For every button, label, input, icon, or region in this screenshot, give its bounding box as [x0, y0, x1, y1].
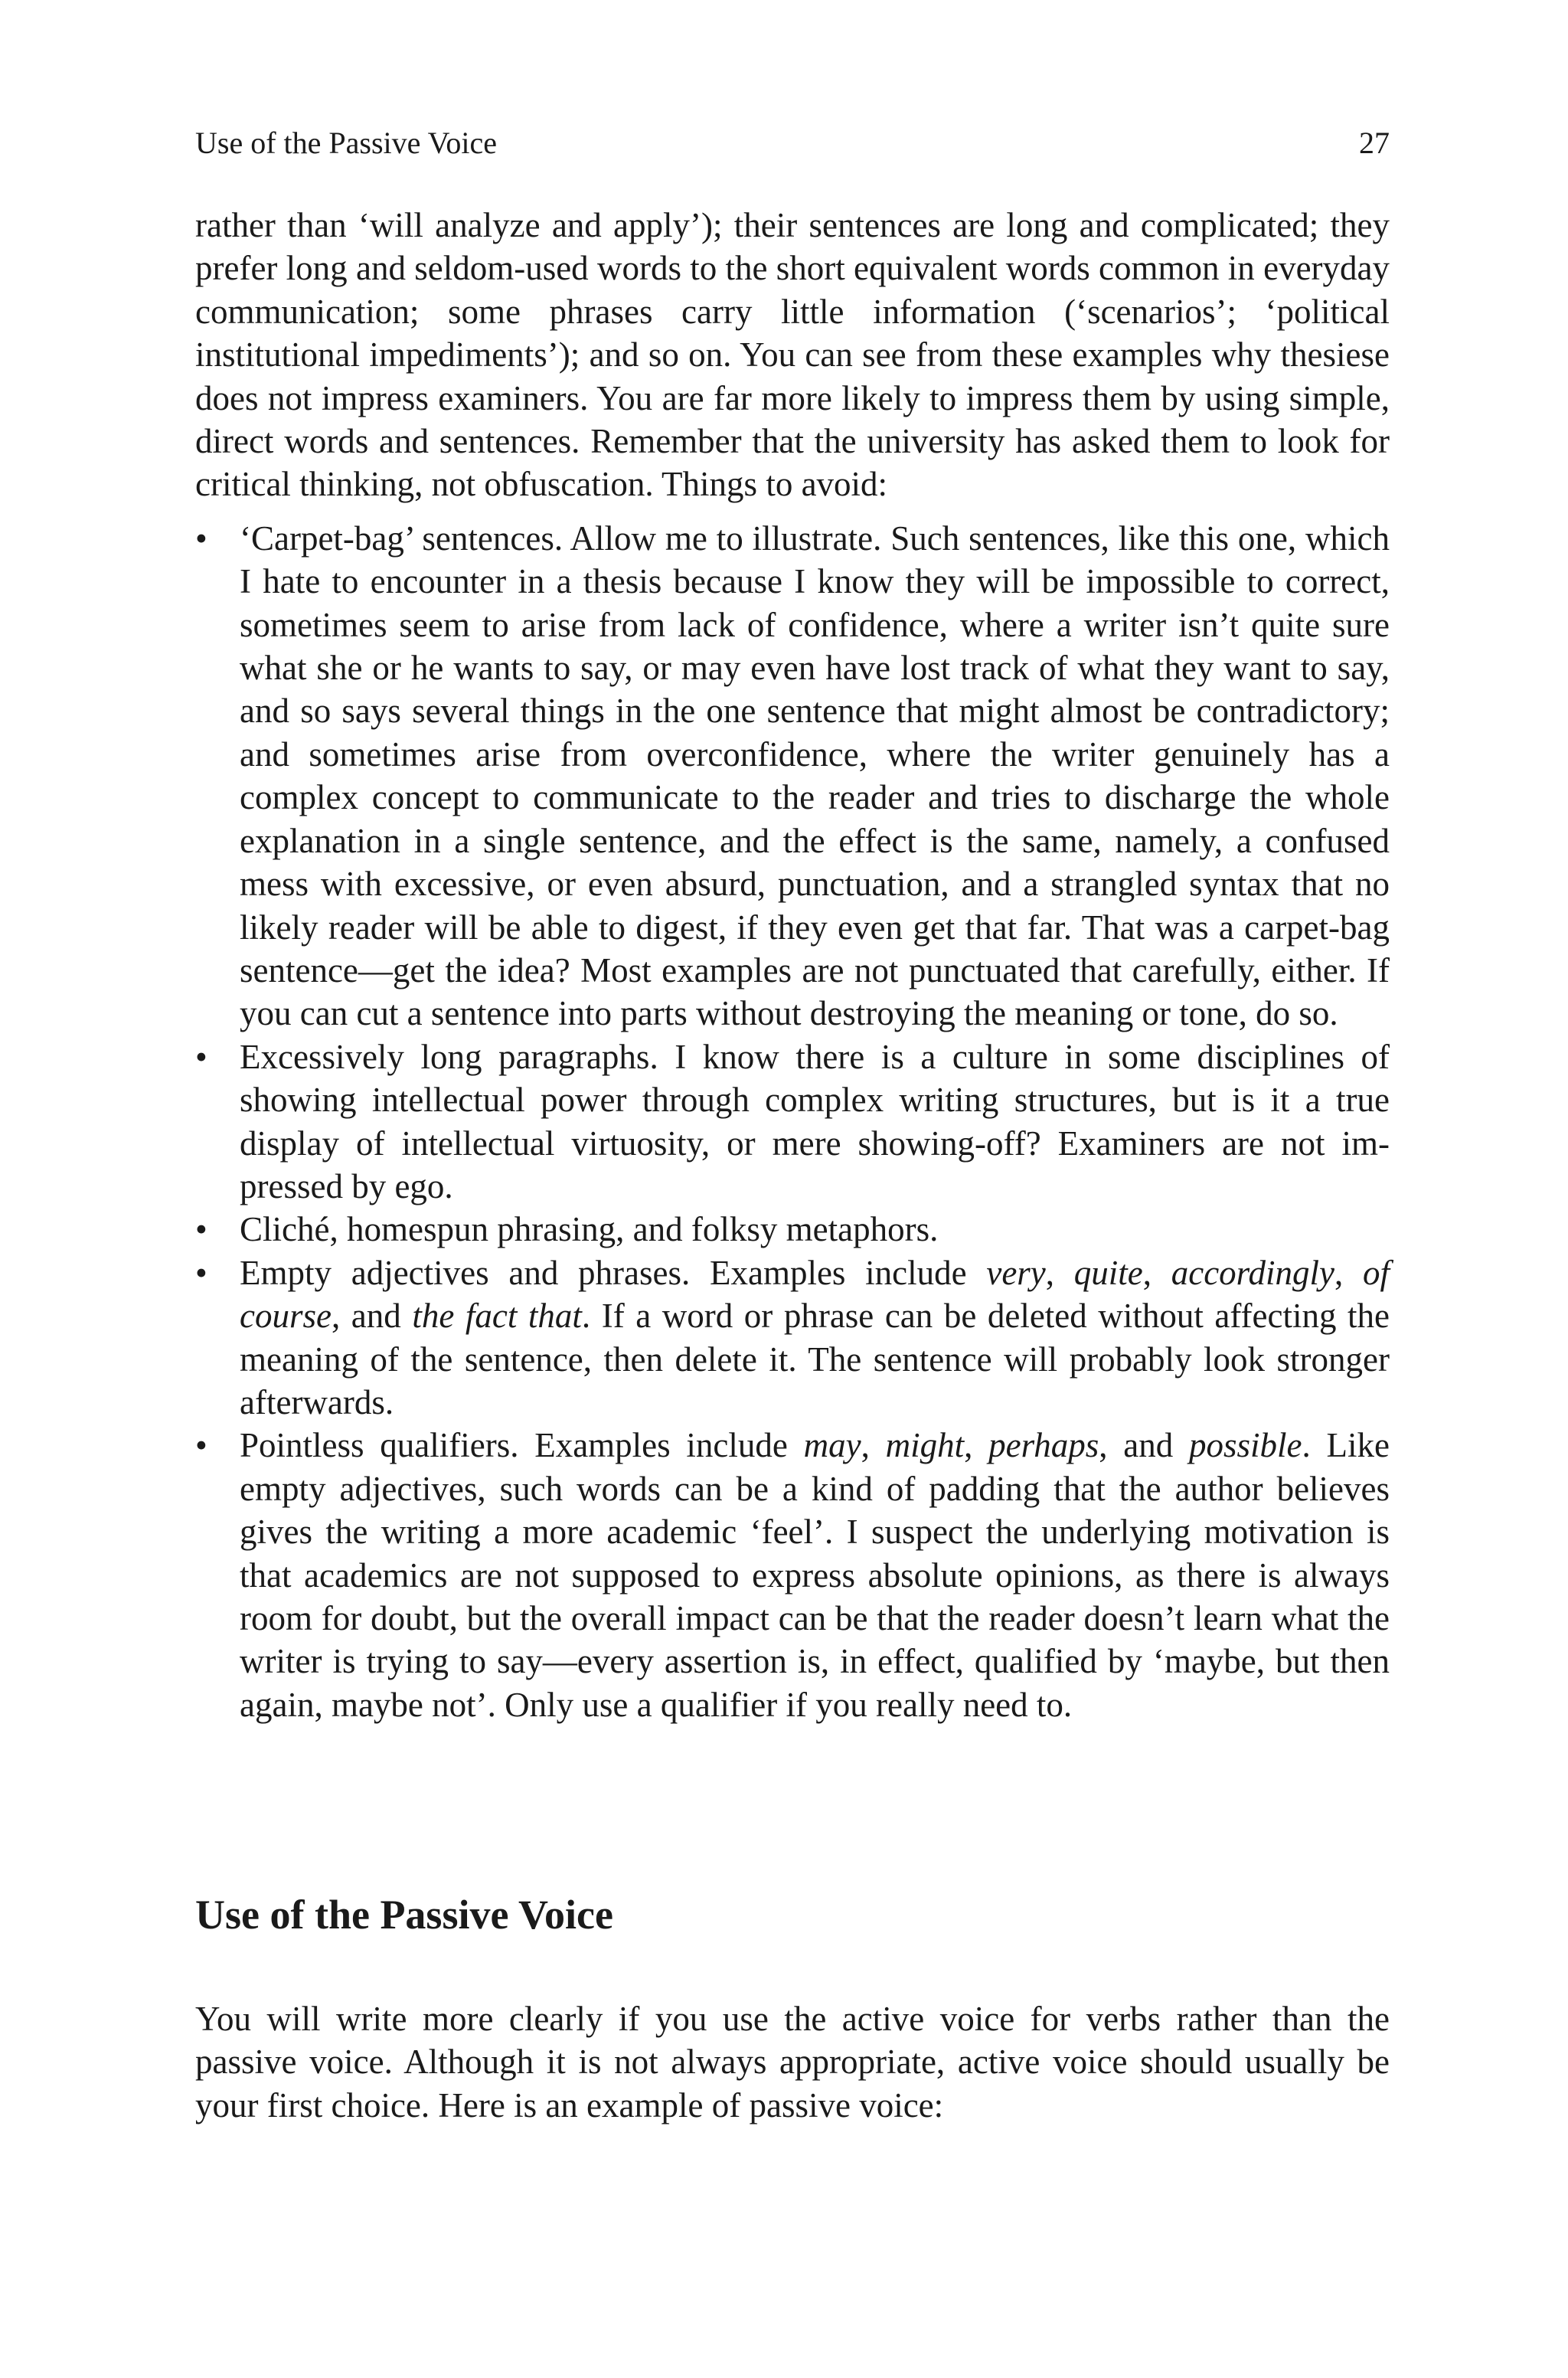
section-paragraph: You will write more clearly if you use the active voice for verbs rather than the passive voice. Although it is not always appropriate, active voice should usually be your first choice. Here is an example of passive voice:	[195, 2000, 1390, 2124]
avoid-list	[195, 517, 1390, 1726]
example-word-possible: possible	[1189, 1426, 1302, 1465]
text-run: , and	[1099, 1426, 1190, 1465]
text-run: ,	[1045, 1253, 1074, 1292]
text-run: Pointless qualifiers. Examples include	[240, 1426, 804, 1465]
running-title: Use of the Passive Voice	[195, 126, 498, 160]
text-run: . Like empty adjectives, such words can be a kind of padding that the author believes gives the writing a more academic ‘feel’. I suspect the underlying motivation is that academics are not supposed to express absolute opinions, as there is always room for doubt, but the overall impact can be that the reader doesn’t learn what the writer is trying to say—every assertion is, in effect, qualified by ‘maybe, but then again, maybe not’. Only use a qualifier if you really need to.	[240, 1426, 1390, 1724]
running-head	[195, 124, 1390, 162]
text-run: ,	[1334, 1253, 1363, 1292]
text-run: ,	[861, 1426, 886, 1465]
text-run: , and	[331, 1297, 413, 1336]
list-item-text: ‘Carpet-bag’ sentences. Allow me to illustrate. Such sentences, like this one, which I hate to encounter in a thesis because I know they will be impossible to correct, sometimes seem to arise from lack of confidence, where a writer isn’t quite sure what she or he wants to say, or may even have lost track of what they want to say, and so says several things in the one sentence that might almost be contradictory; and sometimes arise from overconfidence, where the writer genuinely has a complex concept to communicate to the reader and tries to discharge the whole explanation in a single sentence, and the effect is the same, namely, a confused mess with excessive, or even absurd, punctuation, and a strangled syntax that no likely reader will be able to digest, if they even get that far. That was a carpet-bag sentence—get the idea? Most examples are not punctuated that carefully, either. If you can cut a sentence into parts without destroying the meaning or tone, do so.	[240, 518, 1390, 1033]
bullet-icon: •	[195, 1253, 207, 1292]
example-word-quite: quite	[1073, 1253, 1143, 1292]
list-item-text: Excessively long paragraphs. I know there is a culture in some disciplines of showing intellectual power through complex writing structures, but is it a true display of intellectual virtuosity, or mere showing-off? Examiners are not impressed by ego.	[240, 1037, 1390, 1205]
example-phrase-the-fact-that: the fact that	[412, 1297, 582, 1336]
page-number: 27	[1359, 126, 1390, 160]
text-run: Empty adjectives and phrases. Examples include	[240, 1253, 987, 1292]
text-run: ,	[1142, 1253, 1171, 1292]
list-item-carpet-bag	[195, 517, 1390, 1035]
list-item-text	[240, 1426, 1390, 1723]
bullet-icon: •	[195, 1210, 207, 1249]
example-word-might: might	[885, 1426, 965, 1465]
bullet-icon: •	[195, 1426, 207, 1465]
bullet-icon: •	[195, 1037, 207, 1076]
text-run: ,	[964, 1426, 989, 1465]
text-run: . If a word or phrase can be deleted without affecting the meaning of the sentence, then delete it. The sentence will probably look stronger afterwards.	[240, 1297, 1390, 1421]
section-heading: Use of the Passive Voice	[195, 1892, 613, 1938]
intro-paragraph: rather than ‘will analyze and apply’); their sentences are long and complicated; they prefer long and seldom-used words to the short equivalent words common in everyday communication; some phrases carry little information (‘scenarios’; ‘political institutional impediments’); and so on. You can see from these examples why thesiese does not impress examiners. You are far more likely to impress them by using simple, direct words and sentences. Remember that the university has asked them to look for critical thinking, not obfuscation. Things to avoid:	[195, 206, 1390, 504]
example-phrase-of-course: of course	[240, 1253, 1390, 1336]
list-item-text: Cliché, homespun phrasing, and folksy metaphors.	[240, 1210, 939, 1249]
list-item-pointless-qualifiers	[195, 1424, 1390, 1726]
example-word-accordingly: accordingly	[1171, 1253, 1335, 1292]
list-item-long-paragraphs	[195, 1035, 1390, 1209]
list-item-empty-adjectives	[195, 1251, 1390, 1425]
example-word-perhaps: perhaps	[988, 1426, 1099, 1465]
body-text	[195, 204, 1390, 1726]
example-word-very: very	[986, 1253, 1046, 1292]
example-word-may: may	[803, 1426, 861, 1465]
bullet-icon: •	[195, 518, 207, 558]
list-item-text	[240, 1254, 1390, 1421]
list-item-cliche	[195, 1208, 1390, 1251]
